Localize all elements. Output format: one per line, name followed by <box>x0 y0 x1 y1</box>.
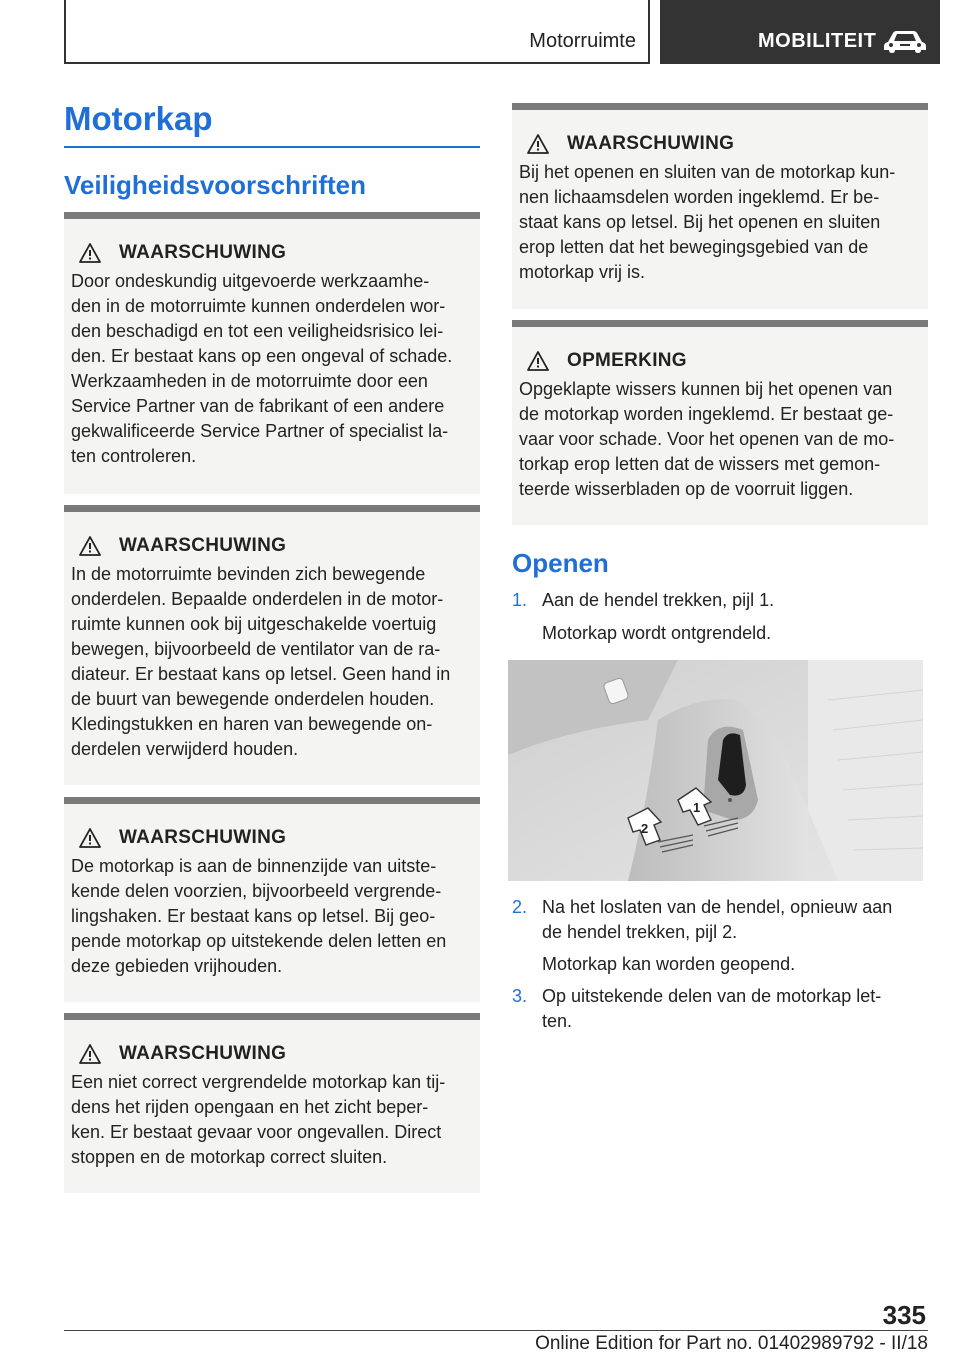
warning-line: motorkap vrij is. <box>519 262 646 282</box>
note-title-text: OPMERKING <box>567 350 687 371</box>
warning-line: de buurt van bewegende onderdelen houden. <box>71 689 435 709</box>
warning-line: ken. Er bestaat gevaar voor ongevallen. Direct <box>71 1122 442 1142</box>
warning-title-text: WAARSCHUWING <box>119 827 287 848</box>
warning-box <box>512 103 928 309</box>
hood-release-lever-illustration <box>508 660 923 881</box>
car-icon <box>882 28 928 54</box>
warning-title-text: WAARSCHUWING <box>567 133 735 154</box>
step-line: Na het loslaten van de hendel, opnieuw aan <box>542 897 893 917</box>
warning-box <box>64 1013 480 1193</box>
warning-line: Door ondeskundig uitgevoerde werkzaamhe- <box>71 271 430 291</box>
warning-line: nen lichaamsdelen worden ingeklemd. Er be- <box>519 187 880 207</box>
warning-text <box>71 269 472 469</box>
warning-line: Kledingstukken en haren van bewegende on- <box>71 714 433 734</box>
warning-line: Werkzaamheden in de motorruimte door een <box>71 371 428 391</box>
warning-triangle-icon <box>79 828 101 848</box>
header-section-tab <box>64 0 650 64</box>
page-title: Motorkap <box>64 100 213 137</box>
step-result: Motorkap wordt ontgrendeld. <box>542 623 772 643</box>
warning-line: stoppen en de motorkap correct sluiten. <box>71 1147 388 1167</box>
warning-title <box>71 534 472 558</box>
warning-text <box>71 854 472 979</box>
note-line: de motorkap worden ingeklemd. Er bestaat ge- <box>519 404 894 424</box>
header-category-tab <box>660 0 940 64</box>
note-line: torkap erop letten dat de wissers met gemon- <box>519 454 881 474</box>
warning-triangle-icon <box>79 1044 101 1064</box>
warning-line: lingshaken. Er bestaat kans op letsel. Bij geo- <box>71 906 436 926</box>
step-line: de hendel trekken, pijl 2. <box>542 922 738 942</box>
warning-line: den in de motorruimte kunnen onderdelen wor- <box>71 296 446 316</box>
step-number: 1. <box>512 590 528 610</box>
warning-triangle-icon <box>79 243 101 263</box>
section-title-safety: Veiligheidsvoorschriften <box>64 170 366 200</box>
warning-line: In de motorruimte bevinden zich bewegende <box>71 564 426 584</box>
footer-divider <box>64 1330 928 1331</box>
warning-line: erop letten dat het bewegingsgebied van de <box>519 237 869 257</box>
warning-text <box>71 562 472 762</box>
warning-line: dens het rijden opengaan en het zicht beper- <box>71 1097 429 1117</box>
warning-box <box>64 212 480 494</box>
step-text <box>542 895 926 945</box>
warning-box <box>64 797 480 1002</box>
note-line: Opgeklapte wissers kunnen bij het openen van <box>519 379 893 399</box>
warning-line: den. Er bestaat kans op een ongeval of schade. <box>71 346 453 366</box>
warning-line: Een niet correct vergrendelde motorkap kan tij- <box>71 1072 446 1092</box>
header-section-label: Motorruimte <box>529 30 636 52</box>
warning-line: bewegen, bijvoorbeeld de ventilator van de ra- <box>71 639 441 659</box>
warning-title <box>71 241 472 265</box>
page-number: 335 <box>882 1300 926 1330</box>
warning-title <box>519 132 920 156</box>
warning-box <box>64 505 480 785</box>
arrow-label-2: 2 <box>641 821 649 836</box>
note-text <box>519 377 920 502</box>
step-result: Motorkap kan worden geopend. <box>542 954 796 974</box>
warning-title <box>71 826 472 850</box>
warning-triangle-icon <box>527 351 549 371</box>
warning-title-text: WAARSCHUWING <box>119 535 287 556</box>
step-line: ten. <box>542 1011 573 1031</box>
step-line: Op uitstekende delen van de motorkap let- <box>542 986 882 1006</box>
warning-line: deze gebieden vrijhouden. <box>71 956 283 976</box>
warning-title-text: WAARSCHUWING <box>119 242 287 263</box>
warning-triangle-icon <box>79 536 101 556</box>
warning-line: De motorkap is aan de binnenzijde van uitste- <box>71 856 437 876</box>
step-text: Aan de hendel trekken, pijl 1. <box>542 590 775 610</box>
warning-line: ten controleren. <box>71 446 197 466</box>
warning-line: ruimte kunnen ook bij uitgeschakelde voertuig <box>71 614 437 634</box>
title-divider <box>64 146 480 148</box>
note-line: vaar voor schade. Voor het openen van de mo- <box>519 429 895 449</box>
arrow-label-1: 1 <box>693 800 701 815</box>
warning-line: Service Partner van de fabrikant of een andere <box>71 396 445 416</box>
warning-line: staat kans op letsel. Bij het openen en sluiten <box>519 212 881 232</box>
warning-line: derdelen verwijderd houden. <box>71 739 299 759</box>
note-line: teerde wisserbladen op de voorruit liggen. <box>519 479 854 499</box>
warning-title-text: WAARSCHUWING <box>119 1043 287 1064</box>
section-title-open: Openen <box>512 548 609 578</box>
note-box <box>512 320 928 525</box>
warning-line: Bij het openen en sluiten van de motorkap kun- <box>519 162 896 182</box>
warning-line: gekwalificeerde Service Partner of specialist la- <box>71 421 449 441</box>
step-text <box>542 984 926 1034</box>
figure-drawing <box>508 660 923 881</box>
header-category-label: MOBILITEIT <box>758 30 877 52</box>
note-title <box>519 349 920 373</box>
step-number: 3. <box>512 986 528 1006</box>
warning-triangle-icon <box>527 134 549 154</box>
warning-title <box>71 1042 472 1066</box>
footer-edition-text: Online Edition for Part no. 01402989792 - II/18 <box>535 1333 928 1354</box>
warning-text <box>71 1070 472 1170</box>
warning-line: onderdelen. Bepaalde onderdelen in de motor- <box>71 589 444 609</box>
step-number: 2. <box>512 897 528 917</box>
warning-text <box>519 160 920 285</box>
warning-line: pende motorkap op uitstekende delen letten en <box>71 931 447 951</box>
warning-line: kende delen voorzien, bijvoorbeeld vergrende- <box>71 881 442 901</box>
warning-line: den beschadigd en tot een veiligheidsrisico lei- <box>71 321 444 341</box>
warning-line: diateur. Er bestaat kans op letsel. Geen hand in <box>71 664 451 684</box>
